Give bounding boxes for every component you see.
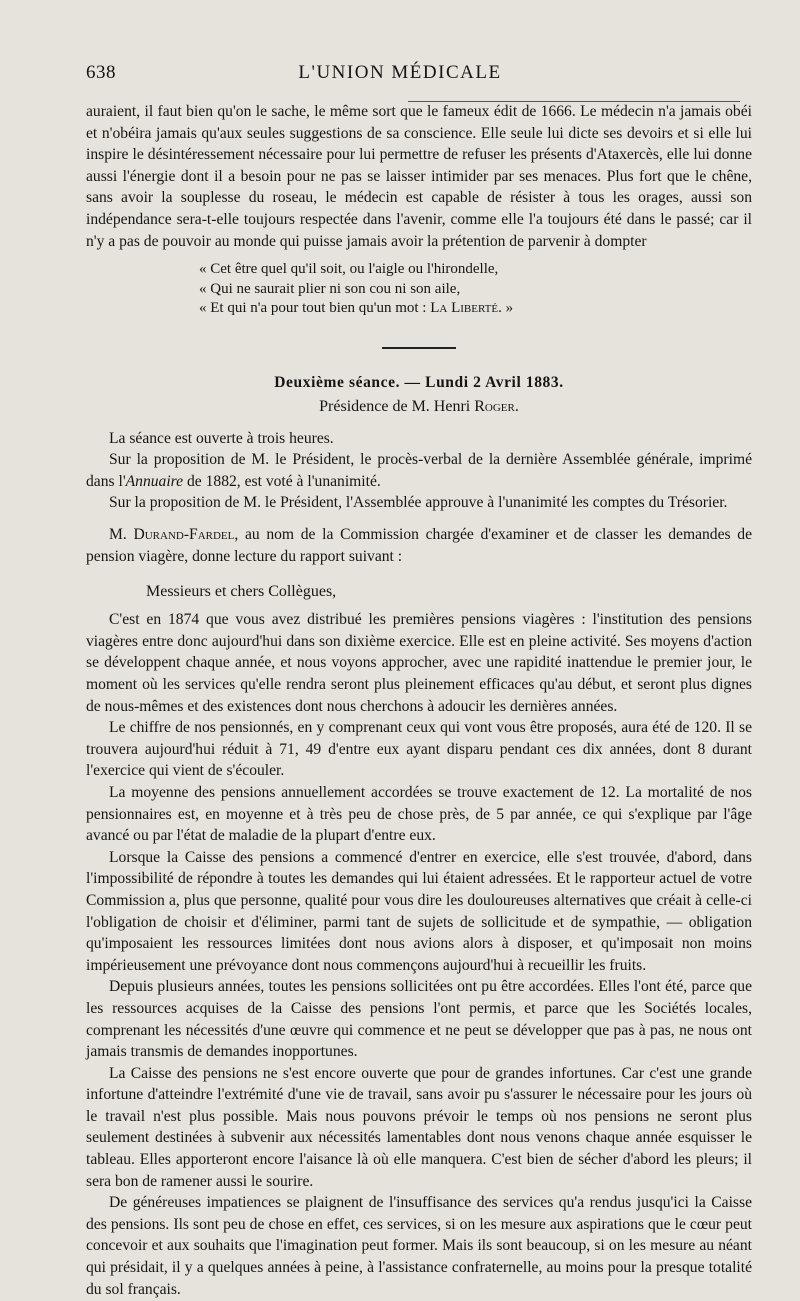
opening-paragraph: Sur la proposition de M. le Président, l'Assemblée approuve à l'unanimité les comptes du Trésorier. [109,494,728,512]
running-title: L'UNION MÉDICALE [298,62,502,83]
poem-quote [199,260,752,319]
president-name: Roger [474,397,515,415]
poem-line: « Qui ne saurait plier ni son cou ni son aile, [199,280,461,297]
section-divider [382,347,456,349]
report-paragraph: Lorsque la Caisse des pensions a commencé d'entrer en exercice, elle s'est trouvée, d'abord, dans l'impossibilité de répondre à toutes les demandes qui lui étaient adressées. Et le rapporteur actuel de votre Commission a, plus que personne, qualité pour vous dire les douloureuses alternatives que créait à celle-ci l'obligation de choisir et d'éliminer, parmi tant de sujets de sollicitude et de sympathie, — obligation qu'imposaient les ressources limitées dont nous avions alors à disposer, et qu'imposait non moins impérieusement une prévoyance dont nous commençons aujourd'hui à recueillir les fruits. [86,848,752,974]
report-paragraph: La moyenne des pensions annuellement accordées se trouve exactement de 12. La mortalité de nos pensionnaires est, en moyenne et à très peu de chose près, de 5 par année, ce qui s'explique par l'âge avancé ou par l'état de maladie de la plupart d'entre eux. [86,783,752,845]
opening-paragraph: La séance est ouverte à trois heures. [109,429,334,447]
opening-paragraph [86,449,752,492]
presidency-text: Présidence de M. Henri [319,397,475,415]
page-number: 638 [86,62,116,83]
page-header [0,58,800,88]
poem-line: « Cet être quel qu'il soit, ou l'aigle ou l'hirondelle, [199,261,499,278]
opening-text-end: , au nom de la Commission chargée d'examiner et de classer les demandes de pension viagère, donne lecture du rapport suivant : [86,526,752,565]
poem-line-end: . » [498,300,514,317]
poem-source: La Liberté [430,300,499,317]
poem-line-text: « Et qui n'a pour tout bien qu'un mot : [199,300,431,317]
intro-paragraph: auraient, il faut bien qu'on le sache, le même sort que le fameux édit de 1666. Le médecin n'a jamais obéi et n'obéira jamais qu'aux seules suggestions de sa conscience. Elle seule lui dicte ses devoirs et si elle lui inspire le désintéressement nécessaire pour lui permettre de refuser les présents d'Ataxercès, elle lui donne aussi l'énergie dont il a besoin pour ne pas se laisser intimider par ses menaces. Plus fort que le chêne, sans avoir la souplesse du roseau, le médecin est capable de résister à tous les orages, aussi son indépendance sera-t-elle toujours respectée dans l'avenir, comme elle l'a toujours été dans le passé; car il n'y a pas de pouvoir au monde qui puisse jamais avoir la prétention de parvenir à dompter [86,103,752,250]
opening-paragraph [86,524,752,567]
session-heading: Deuxième séance. — Lundi 2 Avril 1883. [274,373,564,391]
annuaire-title: Annuaire [125,472,184,490]
report-paragraph: Depuis plusieurs années, toutes les pensions sollicitées ont pu être accordées. Elles l'ont été, parce que les ressources acquises de la Caisse des pensions l'ont permis, et parce que les Sociétés locales, comprenant les nécessités d'une œuvre qui commence et ne peut se développer que pas à pas, ne nous ont jamais transmis de demandes inopportunes. [86,978,752,1061]
opening-text-end: de 1882, est voté à l'unanimité. [183,472,381,490]
poem-line [199,299,752,319]
report-paragraph: C'est en 1874 que vous avez distribué les premières pensions viagères : l'institution des pensions viagères entre donc aujourd'hui dans son dixième exercice. Elle est en pleine activité. Ses moyens d'action se développent chaque année, et nous voyons approcher, avec une rapidité inattendue le premier jour, le moment où les services qu'elle rendra seront plus pleinement efficaces qu'au début, et seront plus dignes de nous-mêmes et des existences dont nous cherchons à adoucir les dernières années. [86,611,752,715]
report-salutation: Messieurs et chers Collègues, [146,583,337,601]
opening-text: M. [109,526,134,544]
opening-text: Sur la proposition de M. le Président, le procès-verbal de la dernière Assemblée générale, imprimé dans l' [86,451,752,490]
report-paragraph: La Caisse des pensions ne s'est encore ouverte que pour de grandes infortunes. Car c'est une grande infortune d'atteindre l'extrémité d'une vie de travail, sans avoir pu s'assurer le nécessaire pour les jours où le travail n'est plus possible. Mais nous pouvons prévoir le temps où nos pensions ne seront plus seulement destinées à subvenir aux nécessités lamentables dont nous venons chaque année esquisser le tableau. Elles apporteront encore l'aisance là où elle manquera. C'est bien de sécher d'abord les pleurs; il sera bon de ramener aussi le sourire. [86,1064,752,1190]
spacer [86,514,752,524]
rapporteur-name: Durand-Fardel [133,526,235,544]
presidency-line [86,396,752,418]
presidency-end: . [514,397,519,415]
page-body [86,101,752,1300]
report-paragraph: Le chiffre de nos pensionnés, en y comprenant ceux qui vont vous être proposés, aura été de 120. Il se trouvera aujourd'hui réduit à 71, 49 d'entre eux ayant disparu pendant ces dix années, dont 8 durant l'exercice qui vient de s'écouler. [86,719,752,780]
report-paragraph: De généreuses impatiences se plaignent de l'insuffisance des services qu'a rendus jusqu'ici la Caisse des pensions. Ils sont peu de chose en effet, ces services, si on les mesure aux aspirations que le cœur peut concevoir et aux souhaits que l'imagination peut former. Mais ils sont beaucoup, si on les mesure au néant qui présidait, il y a quelques années à peine, à l'assistance confraternelle, au moins pour la presque totalité du sol français. [86,1194,752,1298]
